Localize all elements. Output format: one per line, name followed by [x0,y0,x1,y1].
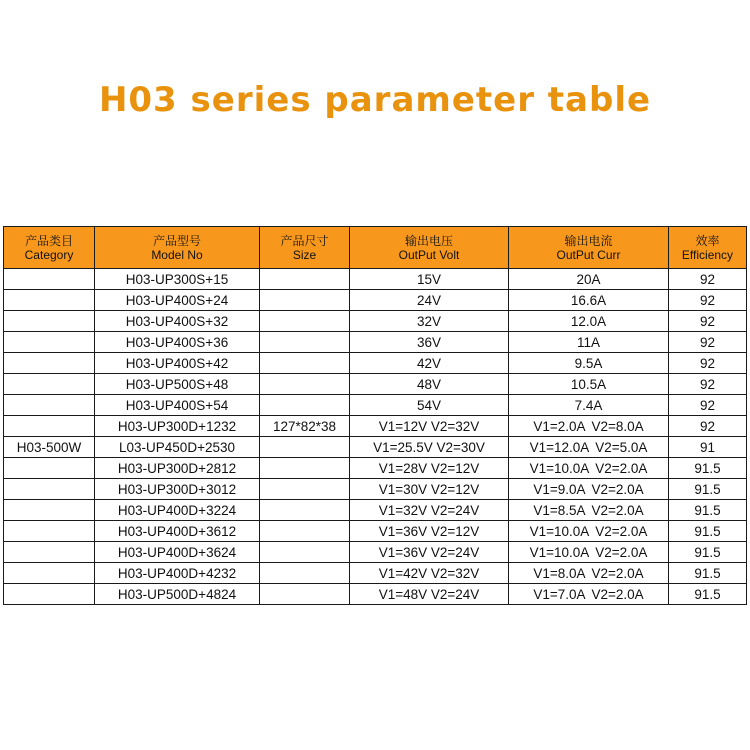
table-row [4,563,747,584]
header-en-label: Size [292,247,317,262]
efficiency-cell: 91.5 [669,479,747,500]
category-cell [4,500,95,521]
table-row [4,395,747,416]
current-v1: V1=10.0A [529,523,590,539]
table-row [4,521,747,542]
size-cell: 127*82*38 [260,416,350,437]
efficiency-cell: 92 [669,416,747,437]
header-cn-label: 效率 [695,233,720,248]
page-title: H03 series parameter table [98,80,652,120]
category-cell [4,416,95,437]
efficiency-cell: 91.5 [669,584,747,605]
current-v1: V1=10.0A [529,460,590,476]
category-cell [4,563,95,584]
size-cell [260,521,350,542]
table-row [4,584,747,605]
current-cell [509,458,669,479]
size-cell [260,542,350,563]
header-eff [669,227,747,269]
current-v1: V1=10.0A [529,544,590,560]
current-v1: V1=9.0A [533,481,586,497]
current-v2: V2=8.0A [591,418,644,434]
model-cell: H03-UP400S+36 [95,332,260,353]
voltage-cell: V1=36V V2=12V [350,521,509,542]
voltage-cell: 24V [350,290,509,311]
current-cell [509,584,669,605]
header-cn-label: 产品尺寸 [280,233,329,248]
table-row [4,458,747,479]
table-row [4,479,747,500]
category-cell [4,290,95,311]
efficiency-cell: 91.5 [669,500,747,521]
voltage-cell: V1=30V V2=12V [350,479,509,500]
efficiency-cell: 92 [669,332,747,353]
size-cell [260,458,350,479]
header-row [4,227,747,269]
header-en-label: Category [24,247,74,262]
header-model [95,227,260,269]
current-cell [509,416,669,437]
model-cell: H03-UP400S+24 [95,290,260,311]
size-cell [260,479,350,500]
size-cell [260,395,350,416]
efficiency-cell: 91.5 [669,521,747,542]
table-row [4,290,747,311]
table-row [4,332,747,353]
model-cell: L03-UP450D+2530 [95,437,260,458]
size-cell [260,500,350,521]
header-en-label: OutPut Volt [398,247,460,262]
efficiency-cell: 92 [669,290,747,311]
current-v2: V2=2.0A [595,523,648,539]
current-v1: V1=8.5A [533,502,586,518]
model-cell: H03-UP300D+3012 [95,479,260,500]
size-cell [260,311,350,332]
parameter-table [3,226,747,605]
efficiency-cell: 92 [669,395,747,416]
model-cell: H03-UP400D+3624 [95,542,260,563]
category-cell [4,542,95,563]
header-size [260,227,350,269]
model-cell: H03-UP400D+4232 [95,563,260,584]
model-cell: H03-UP400S+54 [95,395,260,416]
category-cell [4,332,95,353]
category-cell [4,269,95,290]
table-body [4,269,747,605]
voltage-cell: V1=36V V2=24V [350,542,509,563]
table-row [4,542,747,563]
current-v2: V2=5.0A [595,439,648,455]
header-curr [509,227,669,269]
efficiency-cell: 92 [669,374,747,395]
voltage-cell: 32V [350,311,509,332]
header-cn-label: 产品型号 [152,233,201,248]
size-cell [260,332,350,353]
header-cn-label: 产品类目 [24,233,73,248]
current-v1: V1=12.0A [529,439,590,455]
voltage-cell: 15V [350,269,509,290]
table-row [4,311,747,332]
category-cell [4,521,95,542]
model-cell: H03-UP400D+3612 [95,521,260,542]
current-v2: V2=2.0A [591,481,644,497]
model-cell: H03-UP500S+48 [95,374,260,395]
size-cell [260,374,350,395]
header-en-label: Model No [151,247,203,262]
model-cell: H03-UP500D+4824 [95,584,260,605]
voltage-cell: 36V [350,332,509,353]
voltage-cell: 42V [350,353,509,374]
current-cell: 20A [509,269,669,290]
table-row [4,500,747,521]
header-cn-label: 输出电压 [404,233,453,248]
current-v2: V2=2.0A [591,565,644,581]
current-cell [509,563,669,584]
voltage-cell: V1=48V V2=24V [350,584,509,605]
size-cell [260,563,350,584]
table-row [4,416,747,437]
category-cell: H03-500W [4,437,95,458]
voltage-cell: V1=28V V2=12V [350,458,509,479]
size-cell [260,353,350,374]
model-cell: H03-UP400S+32 [95,311,260,332]
voltage-cell: V1=32V V2=24V [350,500,509,521]
current-cell [509,500,669,521]
header-en-label: Efficiency [681,247,734,262]
current-cell [509,521,669,542]
voltage-cell: V1=42V V2=32V [350,563,509,584]
efficiency-cell: 91.5 [669,542,747,563]
efficiency-cell: 92 [669,353,747,374]
header-cn-label: 输出电流 [564,233,613,248]
table-row [4,374,747,395]
current-cell: 9.5A [509,353,669,374]
voltage-cell: V1=25.5V V2=30V [350,437,509,458]
efficiency-cell: 92 [669,311,747,332]
current-v2: V2=2.0A [591,586,644,602]
current-cell: 16.6A [509,290,669,311]
current-cell [509,542,669,563]
current-v1: V1=7.0A [533,586,586,602]
size-cell [260,584,350,605]
size-cell [260,269,350,290]
category-cell [4,311,95,332]
current-cell: 12.0A [509,311,669,332]
header-en-label: OutPut Curr [556,247,621,262]
efficiency-cell: 92 [669,269,747,290]
size-cell [260,290,350,311]
voltage-cell: 48V [350,374,509,395]
current-cell [509,479,669,500]
current-v2: V2=2.0A [595,544,648,560]
current-v2: V2=2.0A [591,502,644,518]
current-cell: 7.4A [509,395,669,416]
voltage-cell: V1=12V V2=32V [350,416,509,437]
category-cell [4,584,95,605]
header-category [4,227,95,269]
current-v1: V1=2.0A [533,418,586,434]
efficiency-cell: 91 [669,437,747,458]
efficiency-cell: 91.5 [669,563,747,584]
current-cell [509,437,669,458]
efficiency-cell: 91.5 [669,458,747,479]
model-cell: H03-UP300S+15 [95,269,260,290]
category-cell [4,395,95,416]
category-cell [4,479,95,500]
current-v2: V2=2.0A [595,460,648,476]
category-cell [4,458,95,479]
voltage-cell: 54V [350,395,509,416]
table-row [4,269,747,290]
model-cell: H03-UP300D+2812 [95,458,260,479]
table-row [4,437,747,458]
category-cell [4,374,95,395]
model-cell: H03-UP400S+42 [95,353,260,374]
table-row [4,353,747,374]
header-volt [350,227,509,269]
current-cell: 10.5A [509,374,669,395]
current-cell: 11A [509,332,669,353]
category-cell [4,353,95,374]
model-cell: H03-UP400D+3224 [95,500,260,521]
model-cell: H03-UP300D+1232 [95,416,260,437]
current-v1: V1=8.0A [533,565,586,581]
size-cell [260,437,350,458]
